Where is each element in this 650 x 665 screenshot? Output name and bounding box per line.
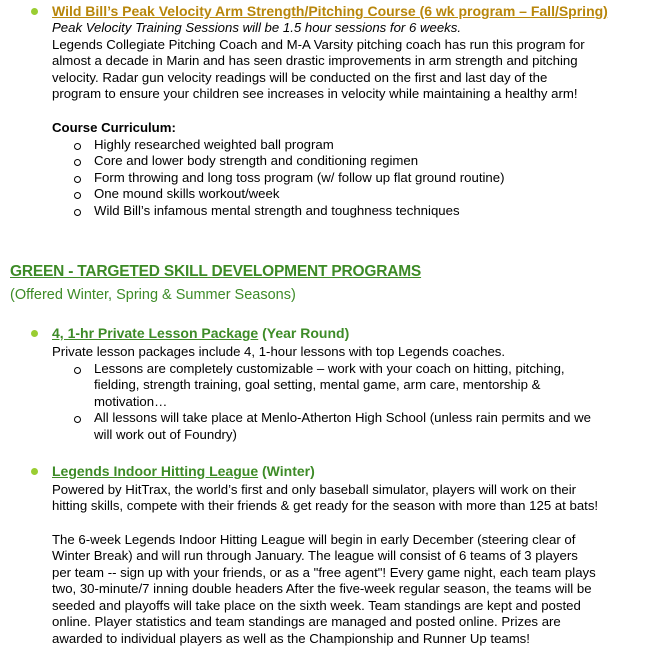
circle-bullet-icon — [74, 367, 81, 374]
league-para1-line: Powered by HitTrax, the world’s first and only baseball simulator, players will work on their — [52, 482, 577, 497]
lesson-item-line: All lessons will take place at Menlo-Atherton High School (unless rain permits and we — [94, 410, 591, 425]
curriculum-item: Form throwing and long toss program (w/ follow up flat ground routine) — [94, 170, 505, 185]
curriculum-item: One mound skills workout/week — [94, 186, 280, 201]
league-para2-line: two, 30-minute/7 inning double headers After the five-week regular season, the teams will be — [52, 581, 592, 596]
circle-bullet-icon — [74, 176, 81, 183]
lesson-bullet-icon — [31, 330, 38, 337]
lesson-item-line: motivation… — [94, 394, 168, 409]
league-title-suffix: (Winter) — [258, 463, 315, 479]
course-body-line: velocity. Radar gun velocity readings will be conducted on the first and last day of the — [52, 70, 548, 85]
circle-bullet-icon — [74, 416, 81, 423]
league-para2-line: awarded to individual players as well as the Championship and Runner Up teams! — [52, 631, 530, 646]
course-body-line: program to ensure your children see increases in velocity while maintaining a healthy arm! — [52, 86, 578, 101]
league-title-main: Legends Indoor Hitting League — [52, 463, 259, 479]
league-para2-line: The 6-week Legends Indoor Hitting League will begin in early December (steering clear of — [52, 532, 576, 547]
lesson-intro: Private lesson packages include 4, 1-hour lessons with top Legends coaches. — [52, 344, 506, 359]
course-body-line: Legends Collegiate Pitching Coach and M-A Varsity pitching coach has run this program for — [52, 37, 585, 52]
league-para2-line: Winter Break) and will run through January. The league will consist of 6 teams of 3 players — [52, 548, 578, 563]
circle-bullet-icon — [74, 209, 81, 216]
lesson-title-suffix: (Year Round) — [258, 325, 350, 341]
league-para2-line: seeded and playoffs will take place on the sixth week. Team standings are kept and posted — [52, 598, 581, 613]
lesson-item-line: will work out of Foundry) — [94, 427, 237, 442]
lesson-title-main: 4, 1-hr Private Lesson Package — [52, 325, 259, 341]
course-title: Wild Bill’s Peak Velocity Arm Strength/Pitching Course (6 wk program – Fall/Spring) — [52, 3, 608, 19]
course-subtitle: Peak Velocity Training Sessions will be 1.5 hour sessions for 6 weeks. — [52, 20, 462, 35]
course-bullet-icon — [31, 8, 38, 15]
circle-bullet-icon — [74, 192, 81, 199]
curriculum-item: Core and lower body strength and conditioning regimen — [94, 153, 419, 168]
course-body-line: almost a decade in Marin and has seen drastic improvements in arm strength and pitching — [52, 53, 578, 68]
lesson-item-line: Lessons are completely customizable – work with your coach on hitting, pitching, — [94, 361, 565, 376]
circle-bullet-icon — [74, 143, 81, 150]
circle-bullet-icon — [74, 159, 81, 166]
section-heading: GREEN - TARGETED SKILL DEVELOPMENT PROGRAMS — [10, 263, 422, 280]
league-bullet-icon — [31, 468, 38, 475]
league-para2-line: online. Player statistics and team standings are managed and posted online. Prizes are — [52, 614, 561, 629]
league-para2-line: per team -- sign up with your friends, or as a "free agent"! Every game night, each team plays — [52, 565, 596, 580]
curriculum-item: Highly researched weighted ball program — [94, 137, 334, 152]
lesson-title — [52, 325, 349, 341]
section-subheading: (Offered Winter, Spring & Summer Seasons) — [10, 287, 296, 303]
league-title — [52, 463, 315, 479]
curriculum-item: Wild Bill’s infamous mental strength and toughness techniques — [94, 203, 460, 218]
lesson-item-line: fielding, strength training, goal setting, mental game, arm care, mentorship & — [94, 377, 541, 392]
curriculum-label: Course Curriculum: — [52, 120, 176, 135]
league-para1-line: hitting skills, compete with their friends & get ready for the season with more than 125 at bats! — [52, 498, 599, 513]
